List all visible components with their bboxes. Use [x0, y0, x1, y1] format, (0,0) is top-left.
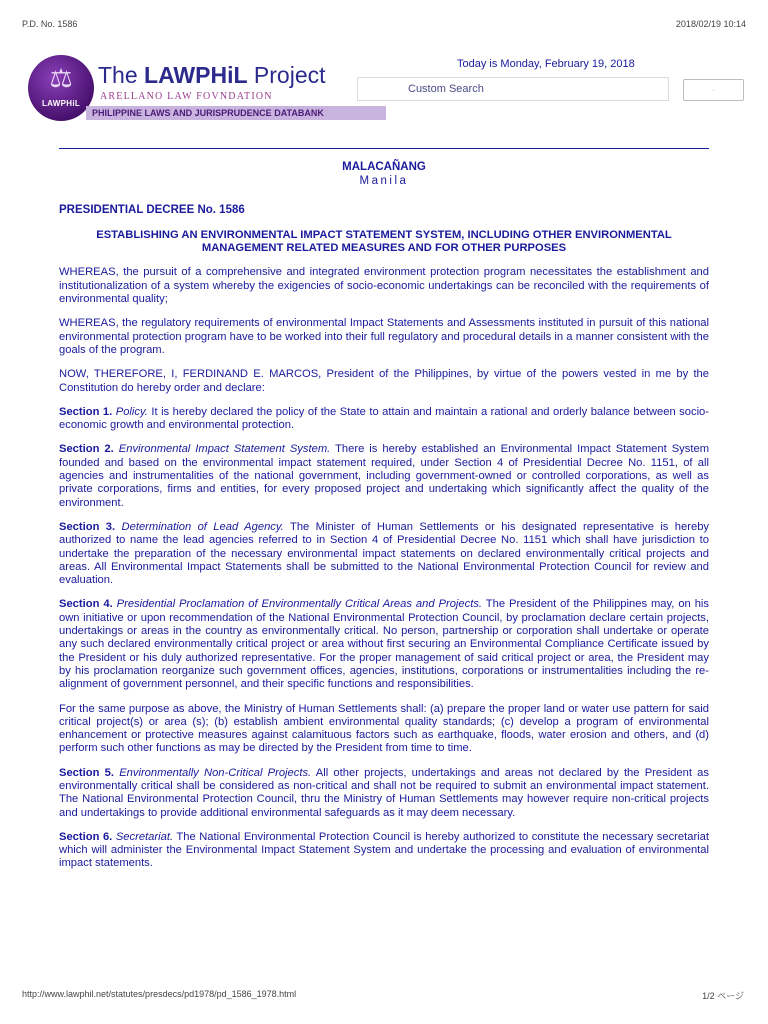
- decree-document: [59, 161, 709, 871]
- section-heading: Environmentally Non-Critical Projects.: [119, 766, 312, 779]
- section-label: Section 2.: [59, 443, 114, 456]
- logo-title-brand: LAWPHiL: [144, 62, 248, 88]
- logo-band: PHILIPPINE LAWS AND JURISPRUDENCE DATABANK: [86, 106, 386, 120]
- logo-title-suffix: Project: [253, 62, 326, 88]
- paragraph-text: WHEREAS, the regulatory requirements of environmental Impact Statements and Assessments instituted in pursuit of this national environmental protection program have to be worked into their full regulatory and procedural details in a manner consistent with the goals of the program.: [59, 317, 709, 356]
- paragraph: [59, 266, 709, 306]
- logo-subtitle: ARELLANO LAW FOVNDATION: [100, 91, 273, 102]
- section-paragraph: [59, 598, 709, 691]
- paragraph-text: It is hereby declared the policy of the State to attain and maintain a rational and orderly balance between socio-economic growth and environmental protection.: [59, 405, 710, 432]
- paragraph-text: WHEREAS, the pursuit of a comprehensive and integrated environment protection program necessitates the establishment and institutionalization of a system whereby the exigencies of socio-economic undertakings can be reconciled with the requirements of environmental quality;: [59, 266, 709, 306]
- section-label: Section 3.: [59, 520, 116, 533]
- lawphil-seal-icon: [28, 55, 94, 121]
- paragraph: [59, 703, 709, 756]
- seal-label: LAWPHiL: [41, 99, 81, 108]
- header-divider: [59, 148, 709, 149]
- paragraph-text: All other projects, undertakings and areas not declared by the President as environmentally critical shall be considered as non-critical and shall not be required to submit an environmental impact statement. The National Environmental Protection Council, thru the Ministry of Human Settlements may however require non-critical projects and undertakings to provide additional environmental safeguards as it may deem necessary.: [59, 766, 710, 819]
- section-label: Section 1.: [59, 405, 113, 418]
- section-heading: Presidential Proclamation of Environmentally Critical Areas and Projects.: [116, 598, 483, 611]
- today-date: Today is Monday, February 19, 2018: [457, 58, 635, 70]
- section-heading: Policy.: [115, 405, 148, 418]
- search-button-label: .: [712, 87, 715, 93]
- paragraph: [59, 317, 709, 357]
- section-heading: Secretariat.: [115, 830, 174, 843]
- section-paragraph: [59, 521, 709, 587]
- paragraph-text: There is hereby established an Environmental Impact Statement System founded and based on the environmental impact statement required, under Section 4 of Presidential Decree No. 1151, of all agencies and instrumentalities of the national government, including government-owned or controlled corporations, as well as private corporations, firms and entities, for every proposed project and undertaking which significantly affect the quality of the environment.: [59, 443, 710, 509]
- section-heading: Environmental Impact Statement System.: [118, 443, 331, 456]
- print-header-title: P.D. No. 1586: [22, 19, 78, 29]
- site-logo[interactable]: [26, 55, 346, 125]
- section-paragraph: [59, 406, 709, 433]
- print-footer-url: http://www.lawphil.net/statutes/presdecs/pd1978/pd_1586_1978.html: [22, 989, 297, 999]
- section-label: Section 5.: [59, 766, 114, 779]
- logo-title-prefix: The: [98, 62, 138, 88]
- print-footer-page: 1/2 ページ: [702, 991, 744, 1001]
- issuer-city: Manila: [359, 175, 409, 188]
- search-input[interactable]: [357, 77, 669, 101]
- scales-of-justice-icon: ⚖: [49, 64, 73, 94]
- section-heading: Determination of Lead Agency.: [121, 520, 284, 533]
- paragraph: [59, 368, 709, 395]
- logo-title: [98, 62, 326, 89]
- paragraph-text: NOW, THEREFORE, I, FERDINAND E. MARCOS, President of the Philippines, by virtue of the powers vested in me by the Constitution do hereby order and declare:: [59, 368, 709, 394]
- paragraph-text: The President of the Philippines may, on his own initiative or upon recommendation of the National Environmental Protection Council, by proclamation declare certain projects, undertakings or areas in the country as environmentally critical. No person, partnership or corporation shall undertake or operate any such declared environmentally critical project or area without first securing an Environmental Compliance Certificate issued by the President or his duly authorized representative. For the proper management of said critical project or area, the President may by his proclamation reorganize such government offices, agencies, institutions, corporations or instrumentalities including the re-alignment of government personnel, and their specific functions and responsibilities.: [59, 598, 710, 691]
- section-paragraph: [59, 443, 709, 509]
- section-label: Section 4.: [59, 598, 113, 611]
- section-label: Section 6.: [59, 830, 113, 843]
- paragraph-text: For the same purpose as above, the Ministry of Human Settlements shall: (a) prepare the proper land or water use pattern for said critical project(s) or area (s); (b) establish ambient environmental quality standards; (c) develop a program of environmental enhancement or protective measures against calamituous factors such as earthquake, floods, water erosion and others, and (d) perform such other functions as may be directed by the President from time to time.: [59, 702, 709, 755]
- decree-body: [59, 266, 709, 870]
- section-paragraph: [59, 831, 709, 871]
- section-paragraph: [59, 767, 709, 820]
- decree-number: PRESIDENTIAL DECREE No. 1586: [59, 203, 245, 216]
- print-header-timestamp: 2018/02/19 10:14: [675, 19, 746, 29]
- decree-title: ESTABLISHING AN ENVIRONMENTAL IMPACT STATEMENT SYSTEM, INCLUDING OTHER ENVIRONMENTAL MANAGEMENT RELATED MEASURES AND FOR OTHER PURPOSES: [96, 228, 672, 255]
- issuer: MALACAÑANG: [342, 161, 426, 173]
- paragraph-text: The National Environmental Protection Council is hereby authorized to constitute the necessary secretariat which will administer the Environmental Impact Statement System and undertake the processing and evaluation of environmental impact statements.: [59, 830, 709, 870]
- paragraph-text: The Minister of Human Settlements or his designated representative is hereby authorized to name the lead agencies referred to in Section 4 of Presidential Decree No. 1151 which shall have jurisdiction to undertake the preparation of the necessary environmental impact statements on declared environmentally critical projects and areas. All Environmental Impact Statements shall be submitted to the National Environmental Protection Council for review and evaluation.: [59, 520, 710, 587]
- search-button[interactable]: [683, 79, 744, 101]
